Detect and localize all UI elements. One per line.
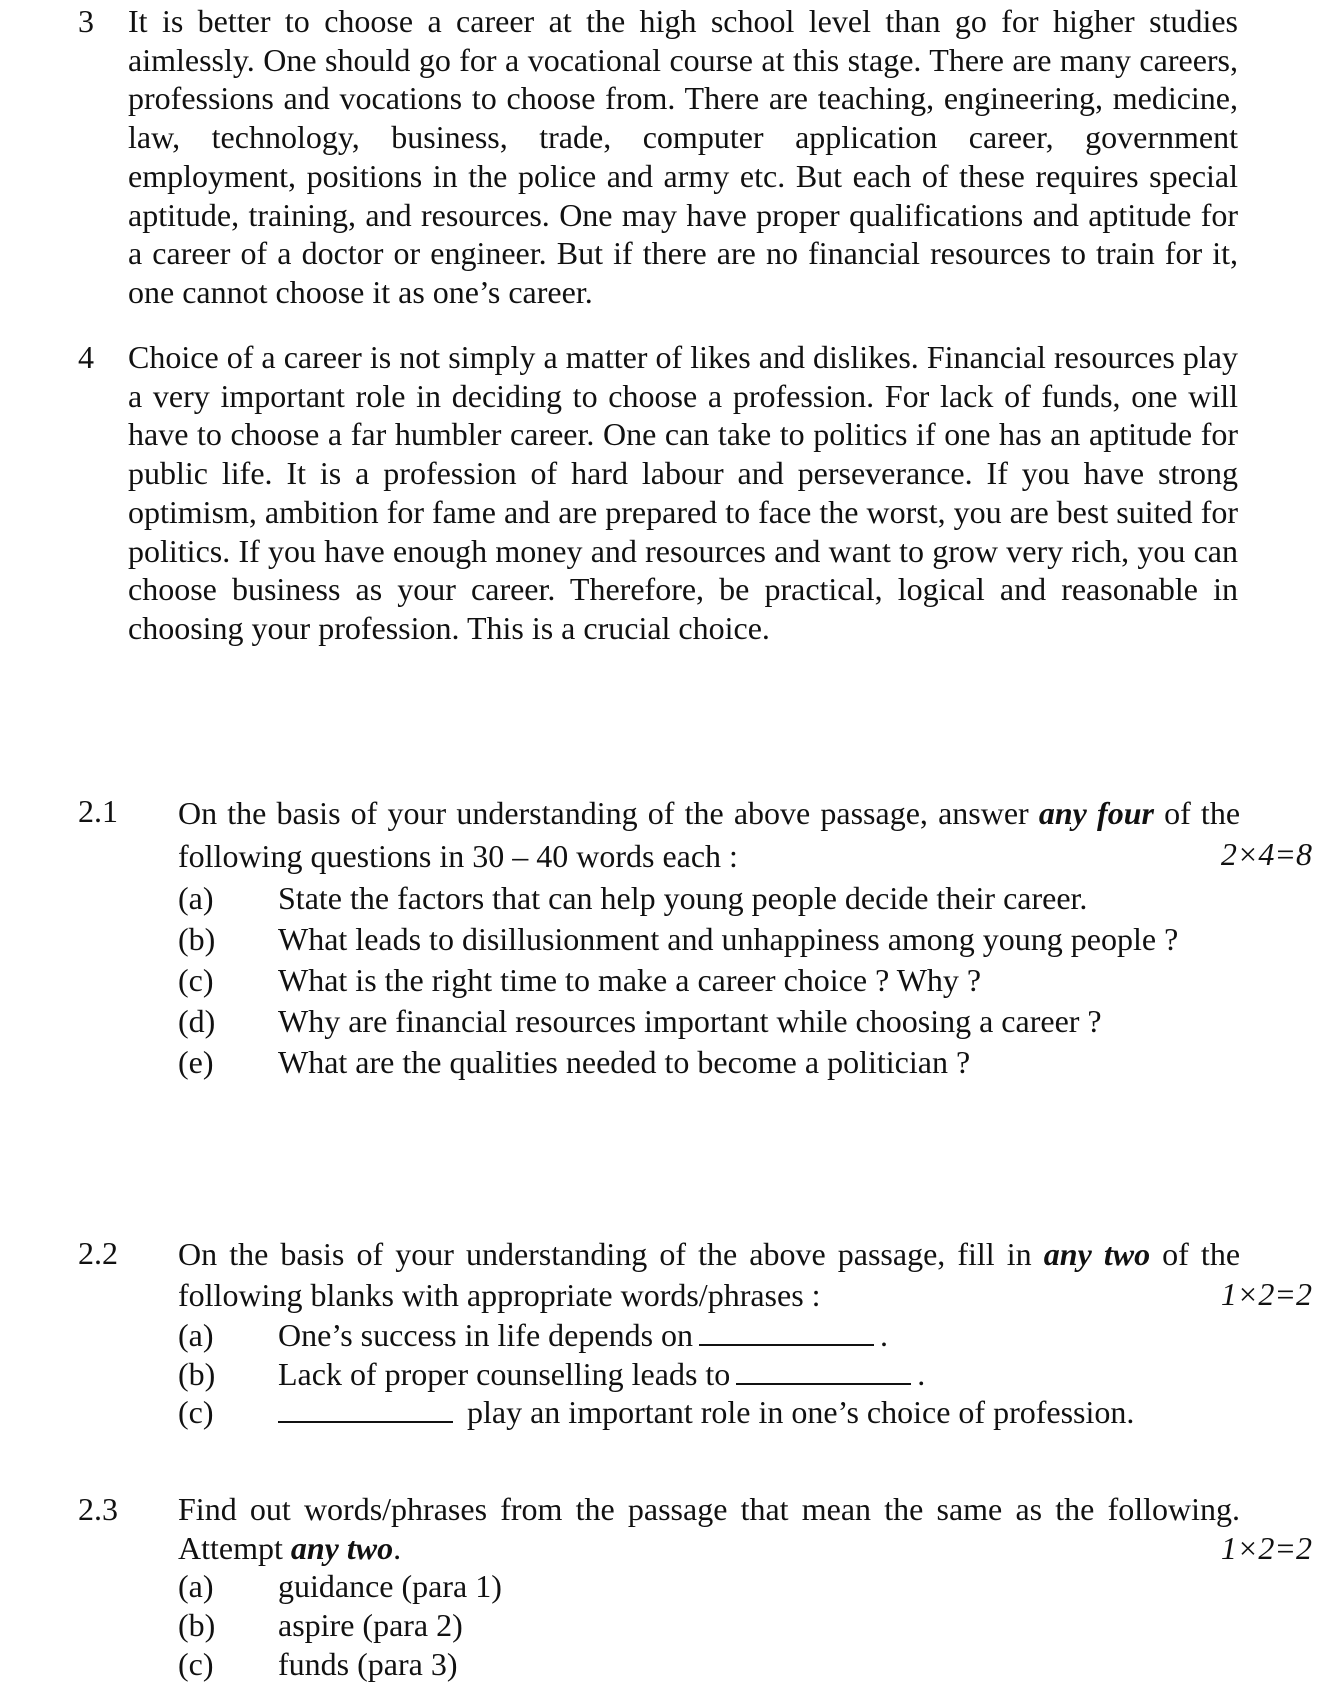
- question-intro: [178, 792, 1240, 878]
- paragraph-number: 3: [78, 3, 94, 39]
- item-text: What are the qualities needed to become a politician ?: [278, 1044, 971, 1080]
- item-label: (c): [178, 962, 214, 998]
- item-label: (b): [178, 921, 216, 957]
- item-text: aspire (para 2): [278, 1607, 463, 1644]
- item-label: (a): [178, 880, 214, 916]
- answer-blank[interactable]: [278, 1393, 453, 1423]
- paragraph-text: It is better to choose a career at the high school level than go for higher studies aimlessly. One should go for a vocational course at this stage. There are many careers, professions and vocations to choose from. There are teaching, engineering, medicine, law, technology, business, trade, computer application career, government employment, positions in the police and army etc. But each of these requires special aptitude, training, and resources. One may have proper qualifications and aptitude for a career of a doctor or engineer. But if there are no financial resources to train for it, one cannot choose it as one’s career.: [128, 3, 1238, 310]
- intro-emphasis: any two: [1043, 1236, 1151, 1272]
- item-text-end: play an important role in one’s choice of profession.: [467, 1394, 1135, 1431]
- question-items: [178, 878, 1240, 1083]
- question-number: 2.3: [78, 1491, 118, 1527]
- list-item: [178, 1001, 1240, 1042]
- paragraph-number: 4: [78, 339, 94, 375]
- item-text: Lack of proper counselling leads to: [278, 1355, 731, 1392]
- question-2-3: [78, 1490, 1318, 1684]
- list-item: [178, 1393, 1240, 1432]
- paragraph-text: Choice of a career is not simply a matter of likes and dislikes. Financial resources play a very important role in deciding to choose a profession. For lack of funds, one will have to choose a far humbler career. One can take to politics if one has an aptitude for public life. It is a profession of hard labour and perseverance. If you have strong optimism, ambition for fame and are prepared to face the worst, you are best suited for politics. If you have enough money and resources and want to grow very rich, you can choose business as your career. Therefore, be practical, logical and reasonable in choosing your profession. This is a crucial choice.: [128, 339, 1238, 646]
- intro-text: On the basis of your understanding of the above passage, fill in: [178, 1236, 1044, 1272]
- marks-label: 1×2=2: [1220, 1530, 1312, 1566]
- item-text: What is the right time to make a career choice ? Why ?: [278, 962, 982, 998]
- question-items: [178, 1316, 1240, 1432]
- item-label: (b): [178, 1355, 216, 1392]
- item-label: (c): [178, 1645, 214, 1682]
- question-number: 2.2: [78, 1235, 118, 1271]
- list-item: [178, 1042, 1240, 1083]
- item-label: (a): [178, 1317, 214, 1353]
- intro-text: Find out words/phrases from the passage that mean the same as the following. Attempt: [178, 1491, 1240, 1566]
- marks-label: 1×2=2: [1220, 1276, 1312, 1312]
- question-2-2: [78, 1234, 1318, 1432]
- question-intro: [178, 1234, 1240, 1316]
- item-label: (c): [178, 1394, 214, 1431]
- item-label: (d): [178, 1003, 216, 1039]
- item-label: (a): [178, 1568, 214, 1605]
- intro-text-end: of the following blanks with appropriate words/phrases :: [178, 1236, 1241, 1313]
- item-text: Why are financial resources important while choosing a career ?: [278, 1003, 1102, 1039]
- question-2-1: [78, 792, 1318, 1083]
- list-item: [178, 1645, 1240, 1684]
- item-text-end: .: [880, 1317, 889, 1353]
- list-item: [178, 1355, 1240, 1394]
- question-items: [178, 1567, 1240, 1683]
- intro-text-end: of the following questions in 30 – 40 words each :: [178, 795, 1241, 874]
- question-number: 2.1: [78, 793, 118, 829]
- intro-emphasis: any two: [290, 1529, 394, 1566]
- list-item: [178, 878, 1240, 919]
- intro-emphasis: any four: [1038, 795, 1154, 831]
- marks-label: 2×4=8: [1220, 836, 1312, 872]
- question-intro: [178, 1490, 1240, 1567]
- list-item: [178, 919, 1240, 960]
- list-item: [178, 960, 1240, 1001]
- answer-blank[interactable]: [699, 1316, 874, 1346]
- item-label: (e): [178, 1044, 214, 1080]
- item-text-end: .: [917, 1355, 926, 1392]
- passage-paragraph-3: [78, 2, 1238, 312]
- item-text: guidance (para 1): [278, 1568, 502, 1605]
- item-text: What leads to disillusionment and unhappiness among young people ?: [278, 921, 1179, 957]
- intro-text: On the basis of your understanding of the above passage, answer: [178, 795, 1039, 831]
- item-label: (b): [178, 1607, 216, 1644]
- intro-text-end: .: [393, 1529, 402, 1566]
- passage-paragraph-4: [78, 338, 1238, 648]
- list-item: [178, 1316, 1240, 1355]
- list-item: [178, 1567, 1240, 1606]
- answer-blank[interactable]: [736, 1355, 911, 1385]
- item-text: State the factors that can help young people decide their career.: [278, 880, 1088, 916]
- item-text: funds (para 3): [278, 1645, 458, 1682]
- list-item: [178, 1606, 1240, 1645]
- item-text: One’s success in life depends on: [278, 1317, 694, 1353]
